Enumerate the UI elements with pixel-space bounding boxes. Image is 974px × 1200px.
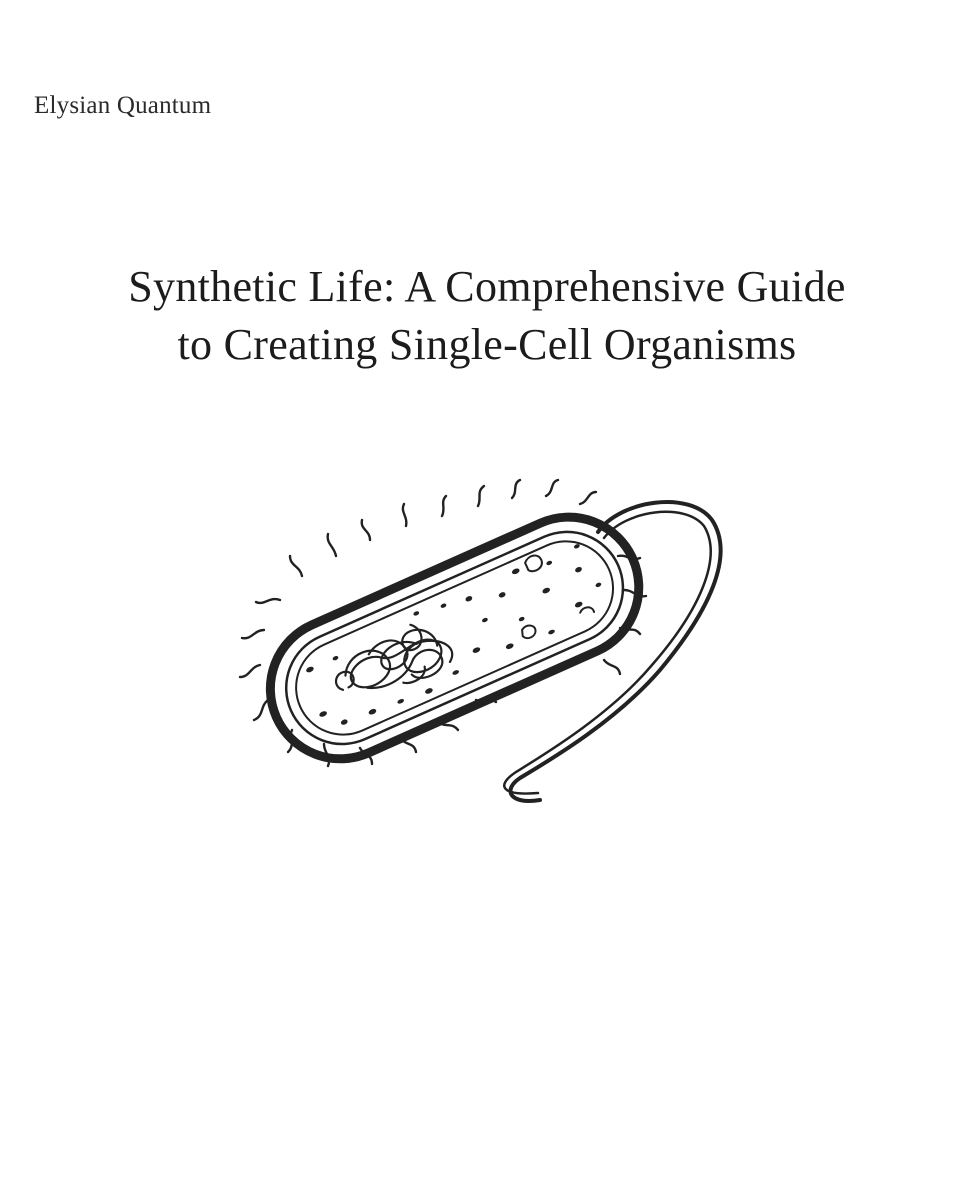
cell-wall (248, 495, 661, 782)
title-line-1: Synthetic Life: A Comprehensive Guide (128, 262, 846, 311)
ribosomes (297, 538, 614, 738)
title-line-2: to Creating Single-Cell Organisms (177, 320, 797, 369)
author-name: Elysian Quantum (34, 92, 212, 119)
bacterium-illustration-icon (220, 460, 740, 820)
book-title (0, 258, 974, 374)
